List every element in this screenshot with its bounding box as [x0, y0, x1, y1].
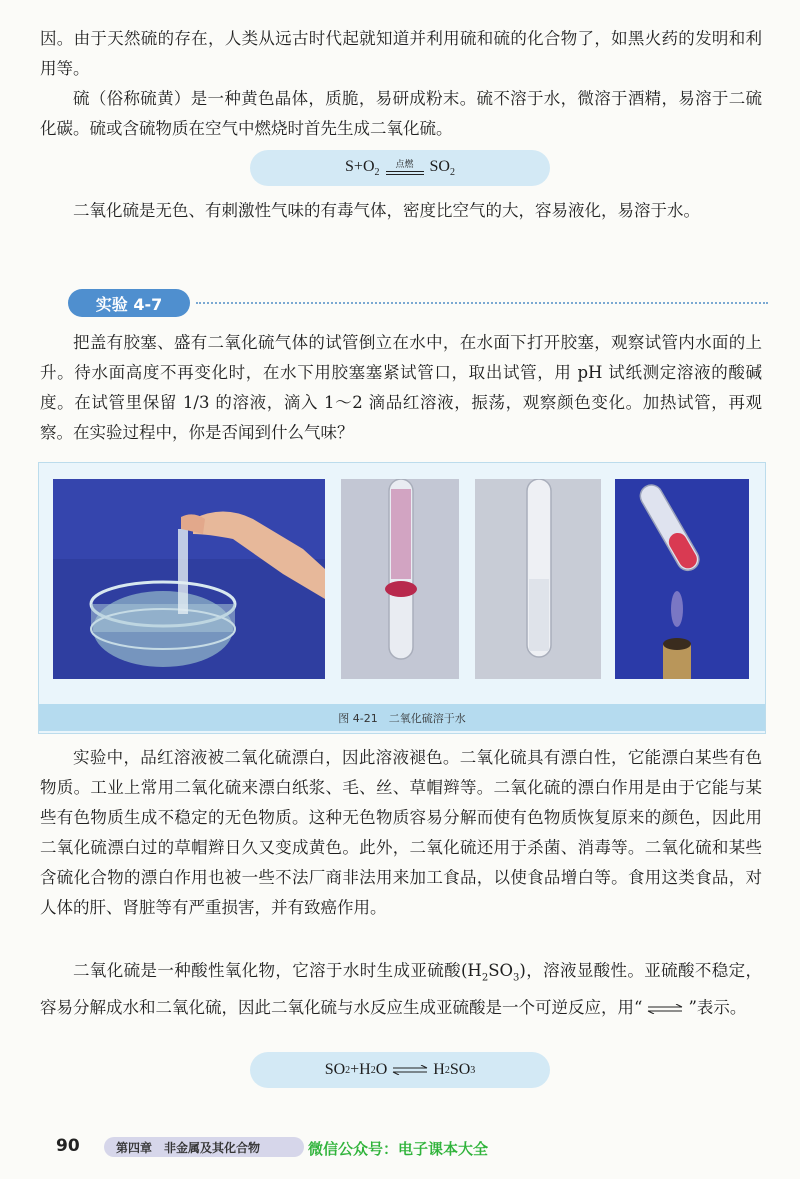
paragraph-experiment-steps: 把盖有胶塞、盛有二氧化硫气体的试管倒立在水中，在水面下打开胶塞，观察试管内水面的上升。待水面高度不再变化时，在水下用胶塞塞紧试管口，取出试管，用 pH 试纸测定溶液的酸碱度。在试管里保留 1/3 的溶液，滴入 1～2 滴品红溶液，振荡，观察颜色变化。加热试管，再观察。在实验过程中，你是否闻到什么气味？: [40, 333, 762, 442]
figure-4-21: [38, 462, 766, 734]
watermark: 微信公众号：电子课本大全: [308, 1140, 489, 1158]
eq1-product: $SO_2$: [429, 157, 455, 179]
reversible-arrow-icon: [646, 1004, 684, 1014]
paragraph-sulfur-properties: 硫（俗称硫黄）是一种黄色晶体，质脆，易研成粉末。硫不溶于水，微溶于酒精，易溶于二硫化碳。硫或含硫物质在空气中燃烧时首先生成二氧化硫。: [40, 89, 762, 138]
paragraph-intro: 因。由于天然硫的存在，人类从远古时代起就知道并利用硫和硫的化合物了，如黑火药的发明和利用等。: [40, 29, 762, 78]
dotted-divider: [196, 302, 768, 304]
equation-so2-water: SO 2 +H 2 O H 2 SO 3: [250, 1052, 550, 1088]
reversible-arrow-icon: [391, 1065, 429, 1075]
paragraph-sulfurous-acid: 二氧化硫是一种酸性氧化物，它溶于水时生成亚硫酸$(H_2SO_3)$，溶液显酸性。亚硫酸不稳定，容易分解成水和二氧化硫，因此二氧化硫与水反应生成亚硫酸是一个可逆反应，用“ ”表示。: [40, 961, 763, 1018]
figure-caption: 图 4-21 二氧化硫溶于水: [39, 704, 765, 731]
photo-magenta-solution: [341, 479, 459, 679]
paragraph-bleaching: 实验中，品红溶液被二氧化硫漂白，因此溶液褪色。二氧化硫具有漂白性，它能漂白某些有色物质。工业上常用二氧化硫来漂白纸浆、毛、丝、草帽辫等。二氧化硫的漂白作用是由于它能与某些有色物质生成不稳定的无色物质。这种无色物质容易分解而使有色物质恢复原来的颜色，因此用二氧化硫漂白过的草帽辫日久又变成黄色。此外，二氧化硫还用于杀菌、消毒等。二氧化硫和某些含硫化合物的漂白作用也被一些不法厂商非法用来加工食品，以使食品增白等。食用这类食品，对人体的肝、肾脏等有严重损害，并有致癌作用。: [40, 748, 762, 917]
equation-sulfur-combustion: [250, 150, 550, 186]
paragraph-so2-properties: 二氧化硫是无色、有刺激性气味的有毒气体，密度比空气的大，容易液化，易溶于水。: [73, 201, 700, 220]
photo-decolored-solution: [475, 479, 601, 679]
eq1-condition-arrow: [386, 161, 424, 175]
eq1-reactants: $S+O_2$: [345, 157, 380, 179]
photo-heating-tube: [615, 479, 749, 679]
eq1-condition: 点燃: [395, 160, 414, 170]
photo-test-tube-in-water: [53, 479, 325, 679]
chapter-label: 第四章 非金属及其化合物: [104, 1137, 304, 1157]
experiment-label: 实验 4-7: [68, 289, 190, 317]
page-number: 90: [56, 1136, 80, 1156]
